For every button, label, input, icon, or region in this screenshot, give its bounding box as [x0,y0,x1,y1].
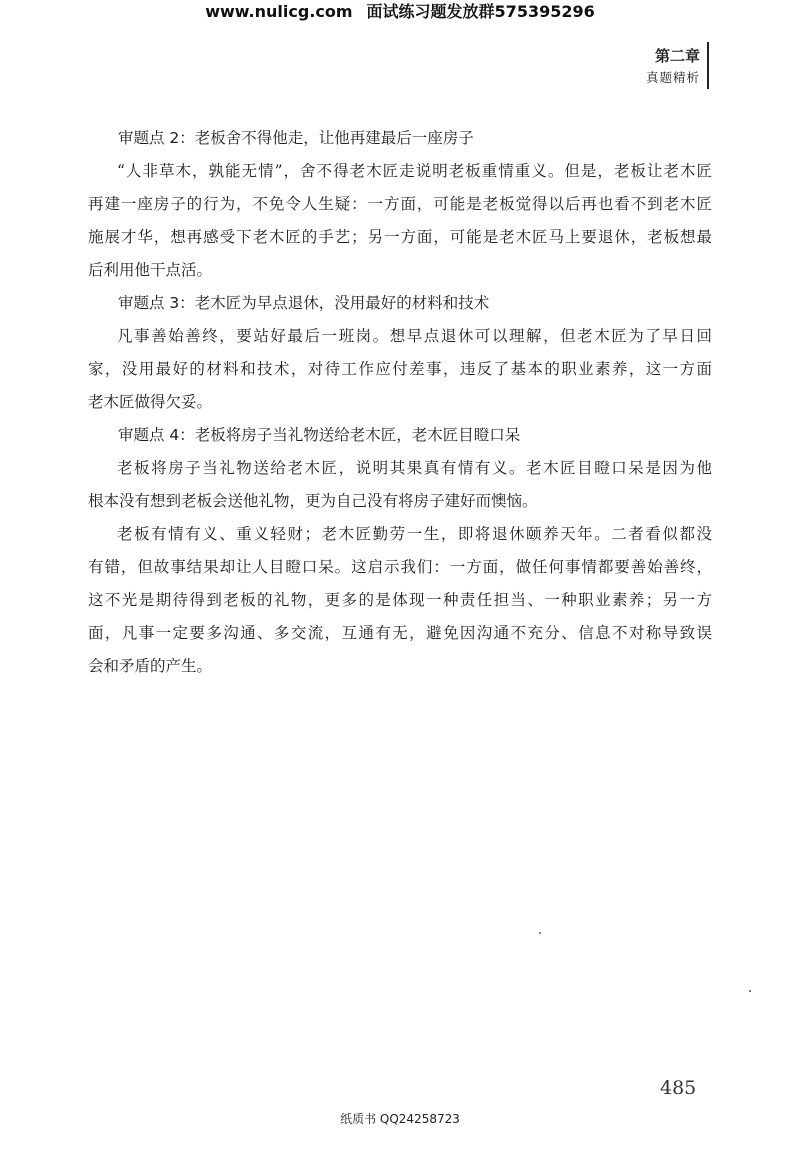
page-number: 485 [660,1077,697,1099]
paragraph [88,320,712,419]
text-line: 面，凡事一定要多沟通、多交流，互通有无，避免因沟通不充分、信息不对称导致误 [88,624,712,642]
text-line: 这不光是期待得到老板的礼物，更多的是体现一种责任担当、一种职业素养；另一方 [88,591,712,609]
running-head [646,45,700,89]
paragraph [88,452,712,518]
scan-speck [539,932,541,934]
top-header [0,2,800,22]
section-heading: 审题点 2：老板舍不得他走，让他再建最后一座房子 [118,129,474,147]
site-url: www.nulicg.com [205,2,353,21]
text-line: 后利用他干点活。 [88,261,213,279]
text-line: 家，没用最好的材料和技术，对待工作应付差事，违反了基本的职业素养，这一方面 [88,360,712,378]
scan-speck [749,990,751,992]
text-line: 老板有情有义、重义轻财；老木匠勤劳一生，即将退休颐养天年。二者看似都没 [117,525,712,543]
section-heading: 审题点 3：老木匠为早点退休，没用最好的材料和技术 [118,294,490,312]
running-head-section: 真题精析 [645,70,700,85]
text-line: 老木匠做得欠妥。 [88,393,213,411]
running-head-chapter: 第二章 [654,47,700,65]
footer-note: 纸质书 QQ24258723 [340,1112,460,1126]
text-line: 根本没有想到老板会送他礼物，更为自己没有将房子建好而懊恼。 [88,492,538,510]
section-point-3 [88,287,712,419]
header-rule [707,42,709,89]
paragraph [88,155,712,287]
section-point-2 [88,122,712,287]
section-point-4 [88,419,712,518]
text-line: 凡事善始善终，要站好最后一班岗。想早点退休可以理解，但老木匠为了早日回 [117,327,712,345]
text-line: 有错，但故事结果却让人目瞪口呆。这启示我们：一方面，做任何事情都要善始善终， [88,558,712,576]
main-text [88,122,712,683]
text-line: “人非草木，孰能无情”，舍不得老木匠走说明老板重情重义。但是，老板让老木匠 [117,162,712,180]
section-heading: 审题点 4：老板将房子当礼物送给老木匠，老木匠目瞪口呆 [118,426,521,444]
text-line: 老板将房子当礼物送给老木匠，说明其果真有情有义。老木匠目瞪口呆是因为他 [117,459,712,477]
text-line: 再建一座房子的行为，不免令人生疑：一方面，可能是老板觉得以后再也看不到老木匠 [88,195,712,213]
text-line: 施展才华，想再感受下老木匠的手艺；另一方面，可能是老木匠马上要退休，老板想最 [88,228,712,246]
conclusion-paragraph [88,518,712,683]
group-info: 面试练习题发放群575395296 [366,2,595,21]
text-line: 会和矛盾的产生。 [88,657,213,675]
